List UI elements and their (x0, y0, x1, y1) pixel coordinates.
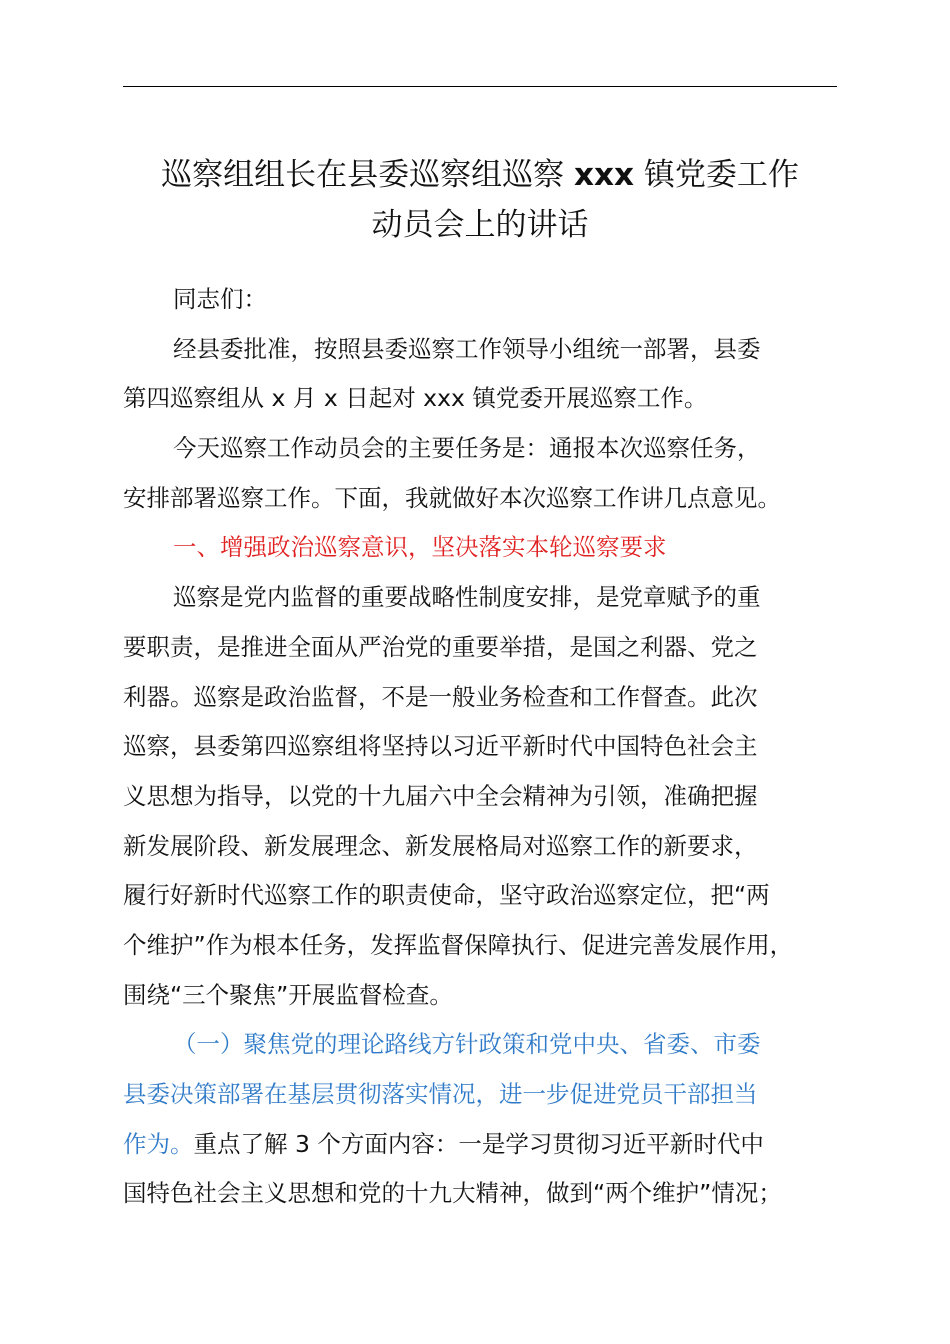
paragraph-3-line-9: 围绕“三个聚焦”开展监督检查。 (123, 980, 453, 1009)
paragraph-3-line-5: 义思想为指导，以党的十九届六中全会精神为引领，准确把握 (123, 781, 758, 810)
title-line-2: 动员会上的讲话 (371, 207, 589, 243)
paragraph-2-line-1: 今天巡察工作动员会的主要任务是：通报本次巡察任务， (173, 434, 761, 463)
paragraph-4-line-2: 国特色社会主义思想和党的十九大精神，做到“两个维护”情况； (123, 1179, 782, 1208)
paragraph-4-line-1 (123, 1120, 863, 1170)
document-body (123, 275, 863, 1219)
section-heading-1: 一、增强政治巡察意识，坚决落实本轮巡察要求 (173, 533, 667, 562)
title-line-1 (100, 150, 860, 200)
header-rule (123, 86, 837, 87)
title-line-1-part-a: 巡察组组长在县委巡察组巡察 (161, 157, 574, 193)
paragraph-3-line-7: 履行好新时代巡察工作的职责使命，坚守政治巡察定位，把“两 (123, 881, 770, 910)
paragraph-2-line-2: 安排部署巡察工作。下面，我就做好本次巡察工作讲几点意见。 (123, 483, 781, 512)
title-line-1-part-c: 镇党委工作 (634, 157, 799, 193)
paragraph-3-line-6: 新发展阶段、新发展理念、新发展格局对巡察工作的新要求， (123, 831, 758, 860)
title-line-1-part-b: xxx (574, 157, 634, 193)
paragraph-3-line-4: 巡察，县委第四巡察组将坚持以习近平新时代中国特色社会主 (123, 732, 758, 761)
paragraph-3-line-2: 要职责，是推进全面从严治党的重要举措，是国之利器、党之 (123, 632, 758, 661)
paragraph-3-line-3: 利器。巡察是政治监督，不是一般业务检查和工作督查。此次 (123, 682, 758, 711)
subsection-heading-1-line-3: 作为。 (123, 1129, 194, 1158)
paragraph-1-line-1: 经县委批准，按照县委巡察工作领导小组统一部署，县委 (173, 334, 761, 363)
document-title (100, 150, 860, 250)
paragraph-1-line-2: 第四巡察组从 x 月 x 日起对 xxx 镇党委开展巡察工作。 (123, 384, 708, 413)
paragraph-4-line-1-text: 重点了解 3 个方面内容：一是学习贯彻习近平新时代中 (193, 1129, 764, 1158)
salutation: 同志们： (173, 285, 267, 313)
subsection-heading-1-line-1: （一）聚焦党的理论路线方针政策和党中央、省委、市委 (173, 1030, 761, 1059)
paragraph-3-line-1: 巡察是党内监督的重要战略性制度安排，是党章赋予的重 (173, 583, 761, 612)
paragraph-3-line-8: 个维护”作为根本任务，发挥监督保障执行、促进完善发展作用， (123, 930, 794, 959)
subsection-heading-1-line-2: 县委决策部署在基层贯彻落实情况，进一步促进党员干部担当 (123, 1080, 758, 1108)
